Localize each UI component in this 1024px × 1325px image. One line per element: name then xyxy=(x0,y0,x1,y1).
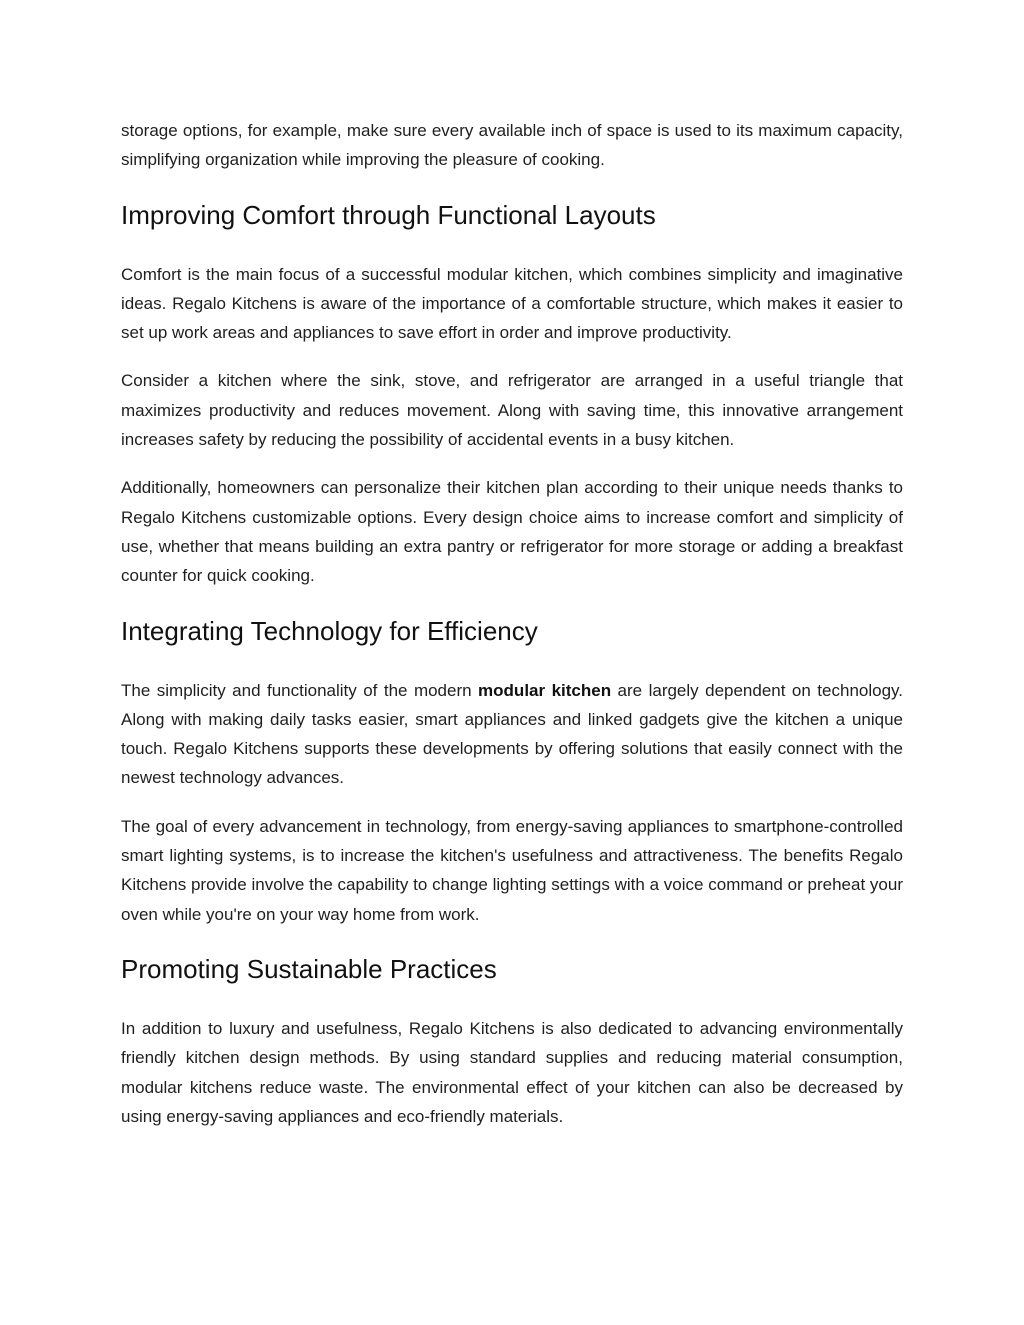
comfort-paragraph-3: Additionally, homeowners can personalize their kitchen plan according to their unique needs thanks to Regalo Kitchens customizable options. Every design choice aims to increase comfort and simplicity of use, whether that means building an extra pantry or refrigerator for more storage or adding a breakfast counter for quick cooking. xyxy=(121,478,903,586)
comfort-paragraph-2: Consider a kitchen where the sink, stove, and refrigerator are arranged in a useful triangle that maximizes productivity and reduces movement. Along with saving time, this innovative arrangement increases safety by reducing the possibility of accidental events in a busy kitchen. xyxy=(121,371,903,450)
technology-heading: Integrating Technology for Efficiency xyxy=(121,615,538,646)
sustainability-paragraph-1: In addition to luxury and usefulness, Regalo Kitchens is also dedicated to advancing environmentally friendly kitchen design methods. By using standard supplies and reducing material consumption, modular kitchens reduce waste. The environmental effect of your kitchen can also be decreased by using energy-saving appliances and eco-friendly materials. xyxy=(121,1018,903,1126)
modular-kitchen-bold: modular kitchen xyxy=(478,680,612,700)
intro-paragraph: storage options, for example, make sure every available inch of space is used to its maximum capacity, simplifying organization while improving the pleasure of cooking. xyxy=(121,121,903,170)
technology-paragraph-1-end: are largely dependent on technology. Along with making daily tasks easier, smart appliances and linked gadgets give the kitchen a unique touch. Regalo Kitchens supports these developments by offering solutions that easily connect with the newest technology advances. xyxy=(121,680,903,788)
comfort-heading: Improving Comfort through Functional Layouts xyxy=(121,199,656,230)
document-page xyxy=(121,116,903,1150)
comfort-paragraph-1: Comfort is the main focus of a successful modular kitchen, which combines simplicity and imaginative ideas. Regalo Kitchens is aware of the importance of a comfortable structure, which makes it easier to set up work areas and appliances to save effort in order and improve productivity. xyxy=(121,264,903,343)
technology-paragraph-1-start: The simplicity and functionality of the modern xyxy=(121,680,479,700)
technology-paragraph-1 xyxy=(121,676,903,793)
sustainability-heading: Promoting Sustainable Practices xyxy=(121,953,497,984)
technology-paragraph-2: The goal of every advancement in technology, from energy-saving appliances to smartphone-controlled smart lighting systems, is to increase the kitchen's usefulness and attractiveness. The benefits Regalo Kitchens provide involve the capability to change lighting settings with a voice command or preheat your oven while you're on your way home from work. xyxy=(121,816,903,924)
